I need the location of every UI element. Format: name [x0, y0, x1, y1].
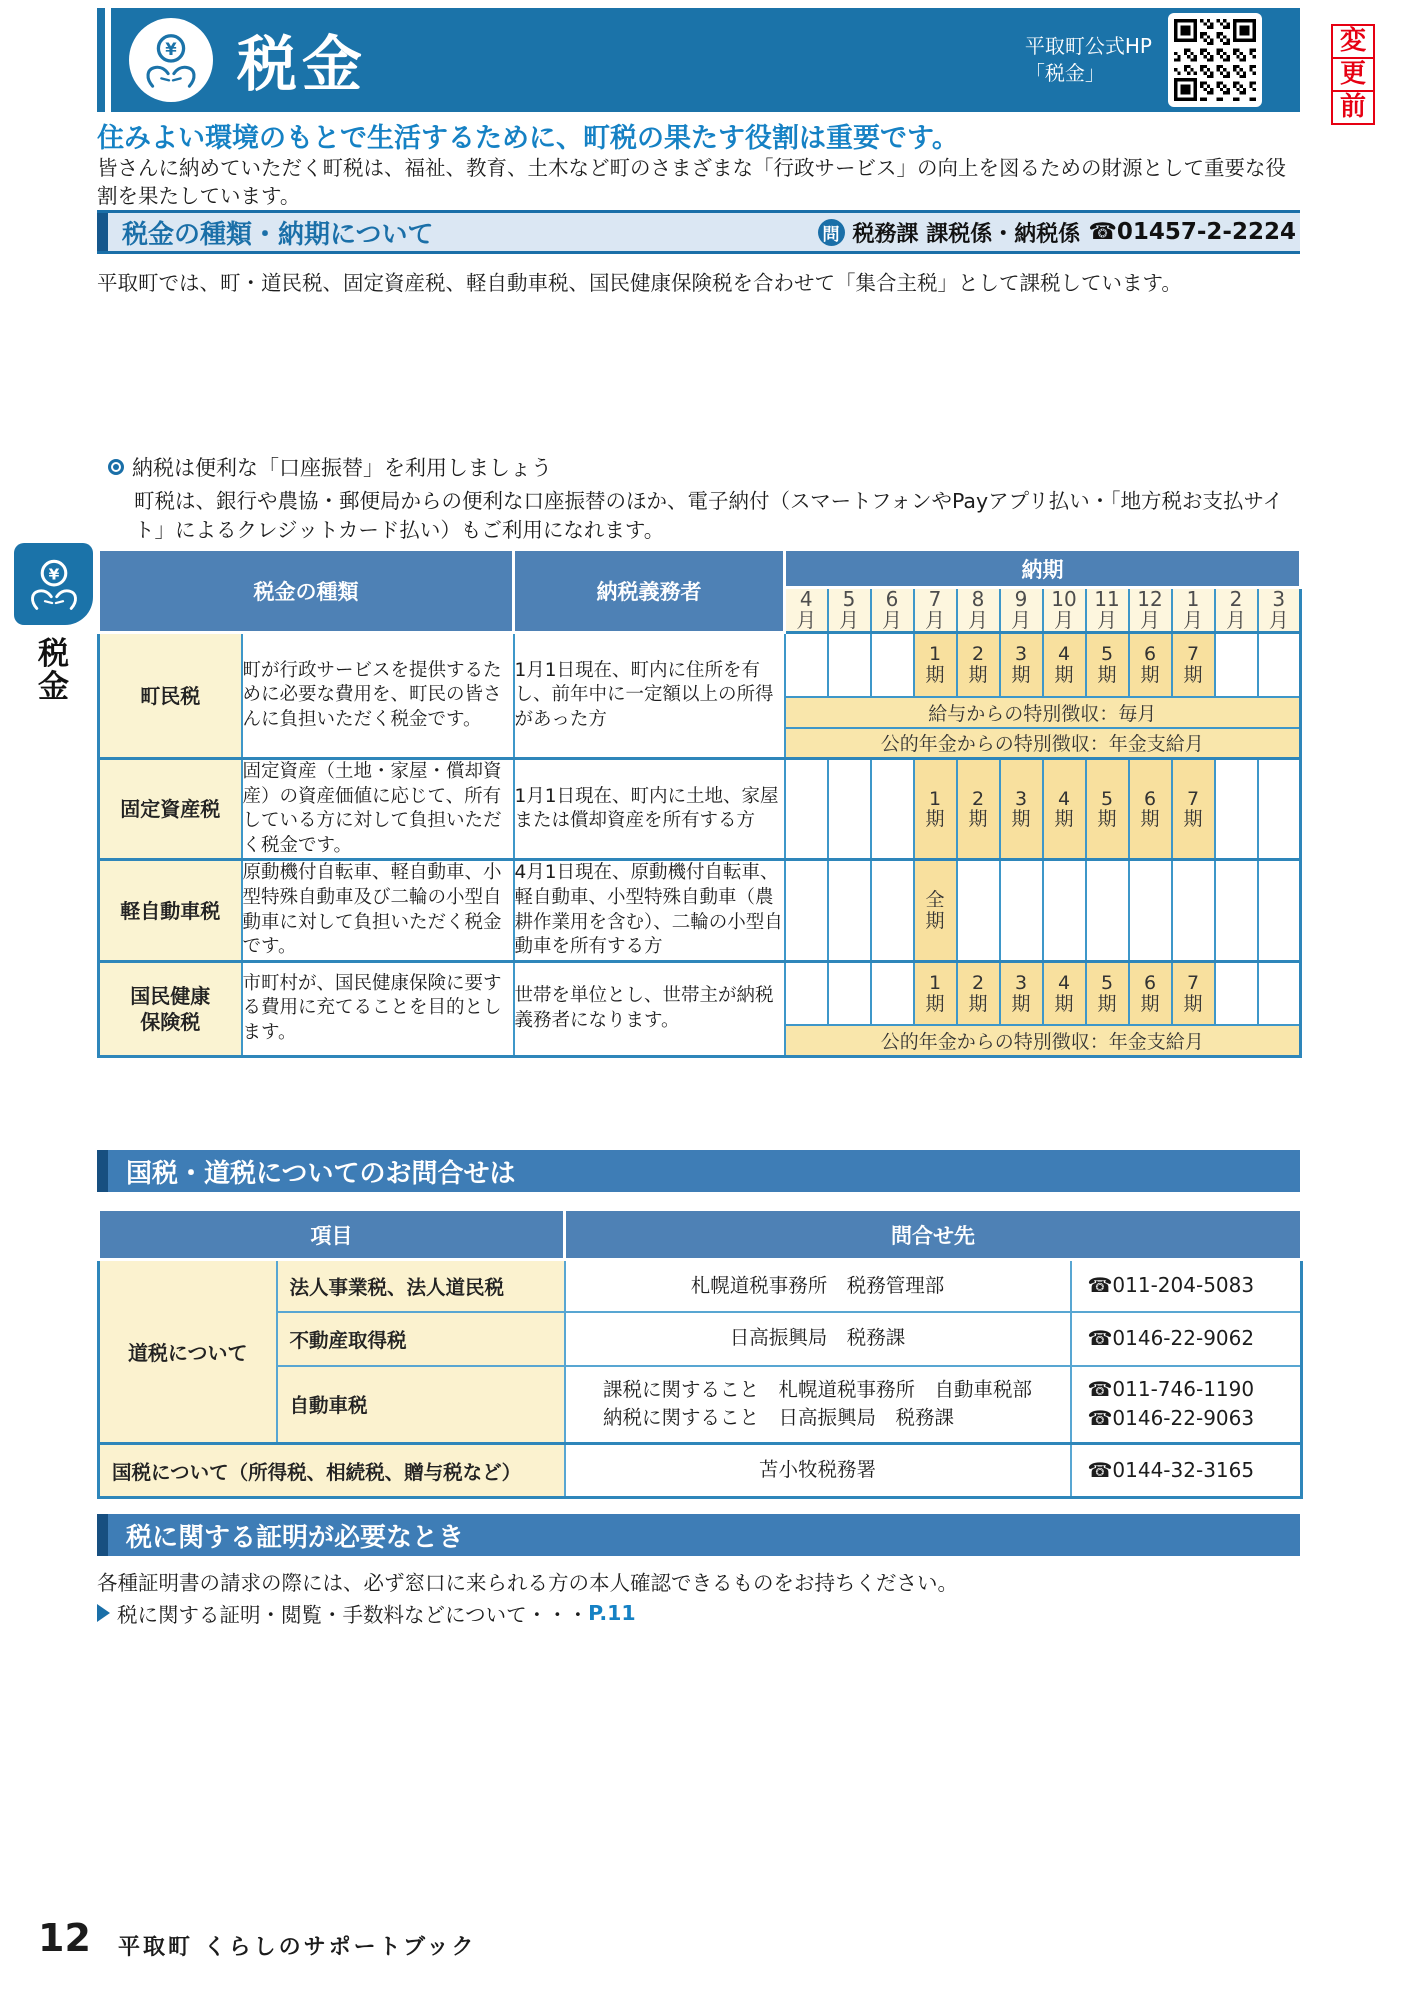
tax-row-description: 町が行政サービスを提供するために必要な費用を、町民の皆さんに負担いただく税金です。 [242, 633, 514, 759]
col-header-taxpayer: 納税義務者 [514, 550, 785, 633]
month-header: 1 月 [1172, 588, 1215, 633]
intro-body: 皆さんに納めていただく町税は、福祉、教育、土木など町のさまざまな「行政サービス」の向上を図るための財源として重要な役割を果たしています。 [97, 156, 1286, 209]
section-bar-contacts [97, 1150, 1300, 1192]
side-tab-label: 税 金 [38, 636, 69, 706]
special-collection-band: 公的年金からの特別徴収：年金支給月 [785, 1025, 1301, 1056]
intro-headline: 住みよい環境のもとで生活するために、町税の果たす役割は重要です。 [97, 123, 959, 154]
payment-period-cell: 5 期 [1086, 633, 1129, 697]
col-header-period: 納期 [785, 550, 1301, 588]
empty-month-cell [1086, 860, 1129, 961]
contact-item: 法人事業税、法人道民税 [277, 1260, 565, 1312]
payment-period-cell: 3 期 [1000, 759, 1043, 860]
qr-code [1168, 13, 1262, 107]
bullet-icon [108, 459, 124, 475]
month-header: 9 月 [1000, 588, 1043, 633]
empty-month-cell [1215, 860, 1258, 961]
month-header: 8 月 [957, 588, 1000, 633]
empty-month-cell [785, 961, 828, 1025]
page-banner [111, 8, 1300, 112]
contact-office: 苫小牧税務署 [565, 1444, 1071, 1498]
month-header: 11 月 [1086, 588, 1129, 633]
contact-phone: ☎0146-22-9062 [1071, 1312, 1302, 1366]
month-header: 5 月 [828, 588, 871, 633]
payment-period-cell: 4 期 [1043, 961, 1086, 1025]
payment-period-cell: 6 期 [1129, 961, 1172, 1025]
reference-text: 税に関する証明・閲覧・手数料などについて・・・ [117, 1603, 589, 1627]
hands-holding-yen-icon [25, 555, 83, 613]
empty-month-cell [785, 860, 828, 961]
contact-table [97, 1208, 1303, 1499]
tax-row-label: 国民健康 保険税 [99, 961, 242, 1056]
side-tab-tax [14, 543, 93, 625]
empty-month-cell [1258, 860, 1301, 961]
note-body: 町税は、銀行や農協・郵便局からの便利な口座振替のほか、電子納付（スマートフォンやPayアプリ払い・「地方税お支払サイト」によるクレジットカード払い）もご利用になれます。 [134, 489, 1284, 542]
special-collection-band: 給与からの特別徴収：毎月 [785, 697, 1301, 728]
empty-month-cell [828, 633, 871, 697]
empty-month-cell [957, 860, 1000, 961]
month-header: 2 月 [1215, 588, 1258, 633]
certificate-reference [97, 1598, 636, 1628]
tax-row-label: 軽自動車税 [99, 860, 242, 961]
contact-group-label: 道税について [99, 1260, 277, 1444]
official-hp-label: 平取町公式HP 「税金」 [1024, 34, 1152, 85]
tax-row-description: 固定資産（土地・家屋・償却資産）の資産価値に応じて、所有している方に対して負担いただく税金です。 [242, 759, 514, 860]
contact-phone: ☎0144-32-3165 [1071, 1444, 1302, 1498]
arrow-right-icon [97, 1604, 110, 1622]
empty-month-cell [871, 961, 914, 1025]
payment-period-cell: 2 期 [957, 759, 1000, 860]
tax-row-payer: 4月1日現在、原動機付自転車、軽自動車、小型特殊自動車（農耕作業用を含む）、二輪の小型自動車を所有する方 [514, 860, 785, 961]
month-header: 12 月 [1129, 588, 1172, 633]
payment-period-cell: 5 期 [1086, 759, 1129, 860]
contact-item: 不動産取得税 [277, 1312, 565, 1366]
payment-period-cell: 4 期 [1043, 633, 1086, 697]
inquiry-phone: ☎01457-2-2224 [1088, 219, 1296, 245]
payment-period-cell: 5 期 [1086, 961, 1129, 1025]
payment-period-cell: 2 期 [957, 961, 1000, 1025]
section-bar-edge [97, 1514, 108, 1556]
tax-row-payer: 1月1日現在、町内に住所を有し、前年中に一定額以上の所得があった方 [514, 633, 785, 759]
tax-table [97, 548, 1302, 1058]
payment-period-cell: 7 期 [1172, 961, 1215, 1025]
section-title: 国税・道税についてのお問合せは [126, 1158, 516, 1189]
empty-month-cell [1129, 860, 1172, 961]
empty-month-cell [871, 860, 914, 961]
hands-holding-yen-icon [129, 18, 213, 102]
empty-month-cell [785, 759, 828, 860]
book-title: 平取町 くらしのサポートブック [118, 1935, 477, 1960]
section-bar-tax-types [97, 210, 1300, 254]
payment-period-cell: 3 期 [1000, 633, 1043, 697]
tax-row-description: 市町村が、国民健康保険に要する費用に充てることを目的とします。 [242, 961, 514, 1056]
page-reference-link[interactable]: P.11 [588, 1601, 636, 1625]
month-header: 7 月 [914, 588, 957, 633]
section-bar-edge [97, 213, 108, 251]
contact-office: 課税に関すること 札幌道税事務所 自動車税部 納税に関すること 日高振興局 税務課 [565, 1366, 1071, 1444]
tax-row-label: 固定資産税 [99, 759, 242, 860]
inquiry-contact [818, 217, 1296, 248]
empty-month-cell [1258, 759, 1301, 860]
section-title: 税に関する証明が必要なとき [126, 1522, 465, 1553]
change-label-char: 前 [1331, 90, 1375, 125]
payment-period-cell: 1 期 [914, 633, 957, 697]
col-header-item: 項目 [99, 1210, 565, 1260]
account-transfer-note [108, 452, 1303, 544]
tax-row-payer: 世帯を単位とし、世帯主が納税義務者になります。 [514, 961, 785, 1056]
tax-row-label: 町民税 [99, 633, 242, 759]
empty-month-cell [1172, 860, 1215, 961]
tax-row-payer: 1月1日現在、町内に土地、家屋または償却資産を所有する方 [514, 759, 785, 860]
month-header: 6 月 [871, 588, 914, 633]
section-title: 税金の種類・納期について [122, 219, 434, 250]
contact-item-national: 国税について（所得税、相続税、贈与税など） [99, 1444, 565, 1498]
note-title: 納税は便利な「口座振替」を利用しましょう [132, 456, 552, 480]
payment-period-cell: 7 期 [1172, 759, 1215, 860]
payment-period-cell: 4 期 [1043, 759, 1086, 860]
page-number: 12 [38, 1916, 91, 1960]
tax-row-description: 原動機付自転車、軽自動車、小型特殊自動車及び二輪の小型自動車に対して負担いただく税金です。 [242, 860, 514, 961]
empty-month-cell [1215, 759, 1258, 860]
section-bar-edge [97, 1150, 108, 1192]
special-collection-band: 公的年金からの特別徴収：年金支給月 [785, 728, 1301, 759]
col-header-contact: 問合せ先 [565, 1210, 1302, 1260]
payment-period-cell: 全 期 [914, 860, 957, 961]
change-label-box [1331, 24, 1375, 125]
empty-month-cell [828, 759, 871, 860]
section-bar-certificates [97, 1514, 1300, 1556]
month-header: 10 月 [1043, 588, 1086, 633]
payment-period-cell: 1 期 [914, 961, 957, 1025]
payment-period-cell: 2 期 [957, 633, 1000, 697]
empty-month-cell [871, 633, 914, 697]
change-label-char: 更 [1331, 57, 1375, 92]
payment-period-cell: 6 期 [1129, 759, 1172, 860]
empty-month-cell [1000, 860, 1043, 961]
empty-month-cell [1215, 633, 1258, 697]
empty-month-cell [1258, 961, 1301, 1025]
empty-month-cell [871, 759, 914, 860]
payment-period-cell: 7 期 [1172, 633, 1215, 697]
inquiry-badge-icon: 問 [818, 219, 845, 246]
inquiry-office: 税務課 課税係・納税係 [852, 221, 1081, 247]
payment-period-cell: 6 期 [1129, 633, 1172, 697]
svg-text:¥: ¥ [48, 565, 59, 584]
month-header: 4 月 [785, 588, 828, 633]
section-lead-text: 平取町では、町・道民税、固定資産税、軽自動車税、国民健康保険税を合わせて「集合主税」として課税しています。 [97, 271, 1182, 295]
change-label-char: 変 [1331, 24, 1375, 59]
contact-office: 札幌道税事務所 税務管理部 [565, 1260, 1071, 1312]
contact-phone: ☎011-746-1190 ☎0146-22-9063 [1071, 1366, 1302, 1444]
empty-month-cell [828, 961, 871, 1025]
contact-office: 日高振興局 税務課 [565, 1312, 1071, 1366]
certificate-body: 各種証明書の請求の際には、必ず窓口に来られる方の本人確認できるものをお持ちください。 [97, 1571, 958, 1595]
empty-month-cell [1258, 633, 1301, 697]
contact-item: 自動車税 [277, 1366, 565, 1444]
empty-month-cell [1043, 860, 1086, 961]
empty-month-cell [785, 633, 828, 697]
payment-period-cell: 1 期 [914, 759, 957, 860]
month-header: 3 月 [1258, 588, 1301, 633]
payment-period-cell: 3 期 [1000, 961, 1043, 1025]
page-title: 税金 [237, 30, 367, 100]
col-header-tax-type: 税金の種類 [99, 550, 514, 633]
contact-phone: ☎011-204-5083 [1071, 1260, 1302, 1312]
empty-month-cell [1215, 961, 1258, 1025]
svg-text:¥: ¥ [165, 40, 177, 60]
empty-month-cell [828, 860, 871, 961]
